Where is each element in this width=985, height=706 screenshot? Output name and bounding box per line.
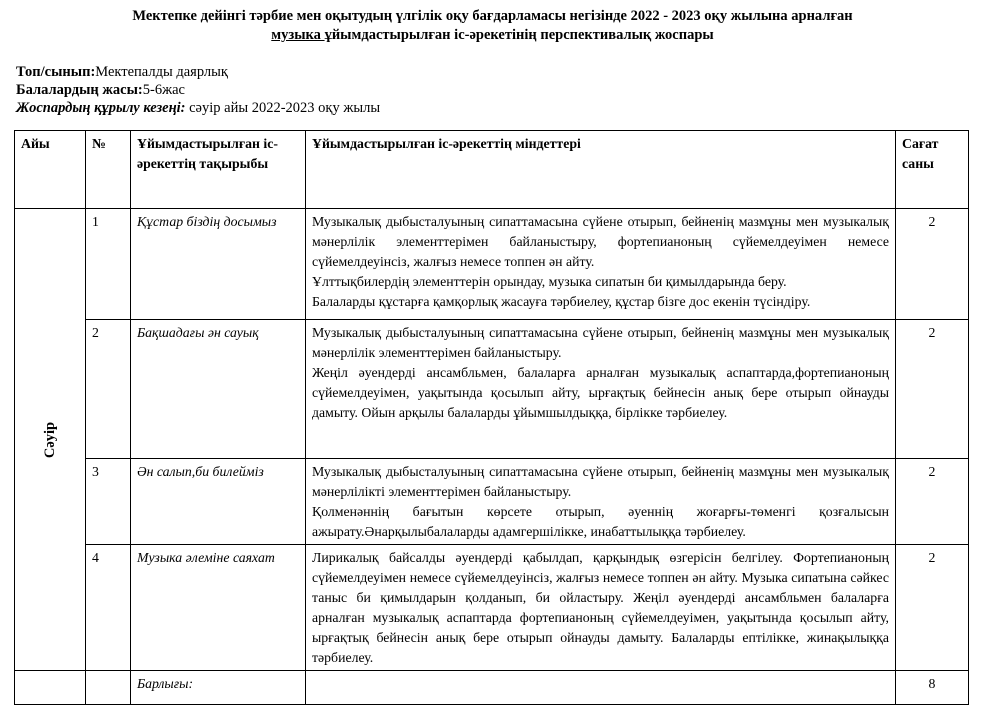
task-paragraph: Музыкалық дыбысталуының сипаттамасына сүйене отырып, бейненің мазмұны мен музыкалық мәнерлілік элементтерімен байланыстыру. bbox=[312, 325, 889, 360]
row-tasks bbox=[306, 459, 896, 545]
header-month: Айы bbox=[15, 131, 86, 209]
month-cell bbox=[15, 209, 86, 671]
row-tasks bbox=[306, 320, 896, 459]
row-number: 2 bbox=[86, 320, 131, 459]
period-value: сәуір айы 2022-2023 оқу жылы bbox=[185, 100, 381, 116]
month-label: Сәуір bbox=[42, 421, 58, 458]
total-empty-number bbox=[86, 671, 131, 705]
header-hours: Сағат саны bbox=[896, 131, 969, 209]
table-header-row bbox=[15, 131, 969, 209]
table-row bbox=[15, 320, 969, 459]
task-paragraph: Музыкалық дыбысталуының сипаттамасына сүйене отырып, бейненің мазмұны мен музыкалық мәнерлілік элементтерімен байланыстыру, фортепианоның сүйемелдеуімен немесе сүйемелдеуінсіз, жалғыз немесе топпен ән айту. bbox=[312, 214, 889, 269]
row-topic: Ән салып,би билейміз bbox=[131, 459, 306, 545]
title-line-1: Мектепке дейінгі тәрбие мен оқытудың үлгілік оқу бағдарламасы негізінде 2022 - 2023 оқу жылына арналған bbox=[132, 8, 853, 24]
row-topic: Құстар біздің досымыз bbox=[131, 209, 306, 320]
row-hours: 2 bbox=[896, 459, 969, 545]
row-hours: 2 bbox=[896, 545, 969, 671]
plan-meta bbox=[16, 63, 380, 117]
total-row bbox=[15, 671, 969, 705]
total-hours: 8 bbox=[896, 671, 969, 705]
table-row bbox=[15, 209, 969, 320]
age-label: Балалардың жасы: bbox=[16, 82, 143, 98]
table-row bbox=[15, 459, 969, 545]
group-value: Мектепалды даярлық bbox=[95, 64, 228, 80]
row-tasks bbox=[306, 209, 896, 320]
task-paragraph: Балаларды құстарға қамқорлық жасауға тәрбиелеу, құстар бізге дос екенін түсіндіру. bbox=[312, 294, 811, 309]
header-tasks: Ұйымдастырылған іс-әрекеттің міндеттері bbox=[306, 131, 896, 209]
table-row bbox=[15, 545, 969, 671]
period-line bbox=[16, 99, 380, 117]
total-empty-tasks bbox=[306, 671, 896, 705]
task-paragraph: Лирикалық байсалды әуендерді қабылдап, қарқындық өзгерісін белгілеу. Фортепианоның сүйемелдеуімен немесе сүйемелдеуінсіз, жалғыз немесе топпен ән айту. Музыка сипатына сәйкес таныс би қимылдарын қолданып, би ойластыру. Жеңіл әуендерді ансамбльмен балаларға арналған музыкалық аспаптарда фортепианоның сүйемелдеуімен, уақытында қосылып айту, ырғақтық бейнесін анық бере отырып ойнауды дамыту. Балаларды ептілікке, жинақылыққа тәрбиелеу. bbox=[312, 550, 889, 665]
header-number: № bbox=[86, 131, 131, 209]
task-paragraph: Ұлттықбилердің элементтерін орындау, музыка сипатын би қимылдарында беру. bbox=[312, 274, 787, 289]
age-value: 5-6жас bbox=[142, 82, 185, 98]
task-paragraph: Қолменәннің бағытын көрсете отырып, әуеннің жоғарғы-төменгі қозғалысын ажырату.Әнарқылыбалаларды адамгершілікке, инабаттылыққа тәрбиелеу. bbox=[312, 504, 889, 539]
row-topic: Музыка әлеміне саяхат bbox=[131, 545, 306, 671]
row-hours: 2 bbox=[896, 320, 969, 459]
document-title bbox=[0, 7, 985, 45]
task-paragraph: Жеңіл әуендерді ансамбльмен, балаларға арналған музыкалық аспаптарда,фортепианоның сүйемелдеуімен, уақытында қосылып айту, ырғақтық бейнесін анық бере отырып ойнауды дамыту. Ойын арқылы балаларды ұйымшылдыққа, бірлікке тәрбиелеу. bbox=[312, 365, 889, 420]
row-number: 3 bbox=[86, 459, 131, 545]
period-label: Жоспардың құрылу кезеңі: bbox=[16, 100, 186, 116]
group-label: Топ/сынып: bbox=[16, 64, 96, 80]
plan-table bbox=[14, 130, 969, 705]
task-paragraph: Музыкалық дыбысталуының сипаттамасына сүйене отырып, бейненің мазмұны мен музыкалық мәнерлілікті элементтерімен байланыстыру. bbox=[312, 464, 889, 499]
row-topic: Бақшадағы ән сауық bbox=[131, 320, 306, 459]
total-label: Барлығы: bbox=[131, 671, 306, 705]
title-line-2-rest: ұйымдастырылған іс-әрекетінің перспективалық жоспары bbox=[324, 27, 714, 43]
row-hours: 2 bbox=[896, 209, 969, 320]
group-line bbox=[16, 63, 380, 81]
title-line-2 bbox=[0, 26, 985, 45]
total-empty-month bbox=[15, 671, 86, 705]
row-number: 4 bbox=[86, 545, 131, 671]
row-number: 1 bbox=[86, 209, 131, 320]
row-tasks bbox=[306, 545, 896, 671]
header-topic: Ұйымдастырылған іс-әрекеттің тақырыбы bbox=[131, 131, 306, 209]
age-line bbox=[16, 81, 380, 99]
subject-name: музыка bbox=[271, 27, 325, 43]
